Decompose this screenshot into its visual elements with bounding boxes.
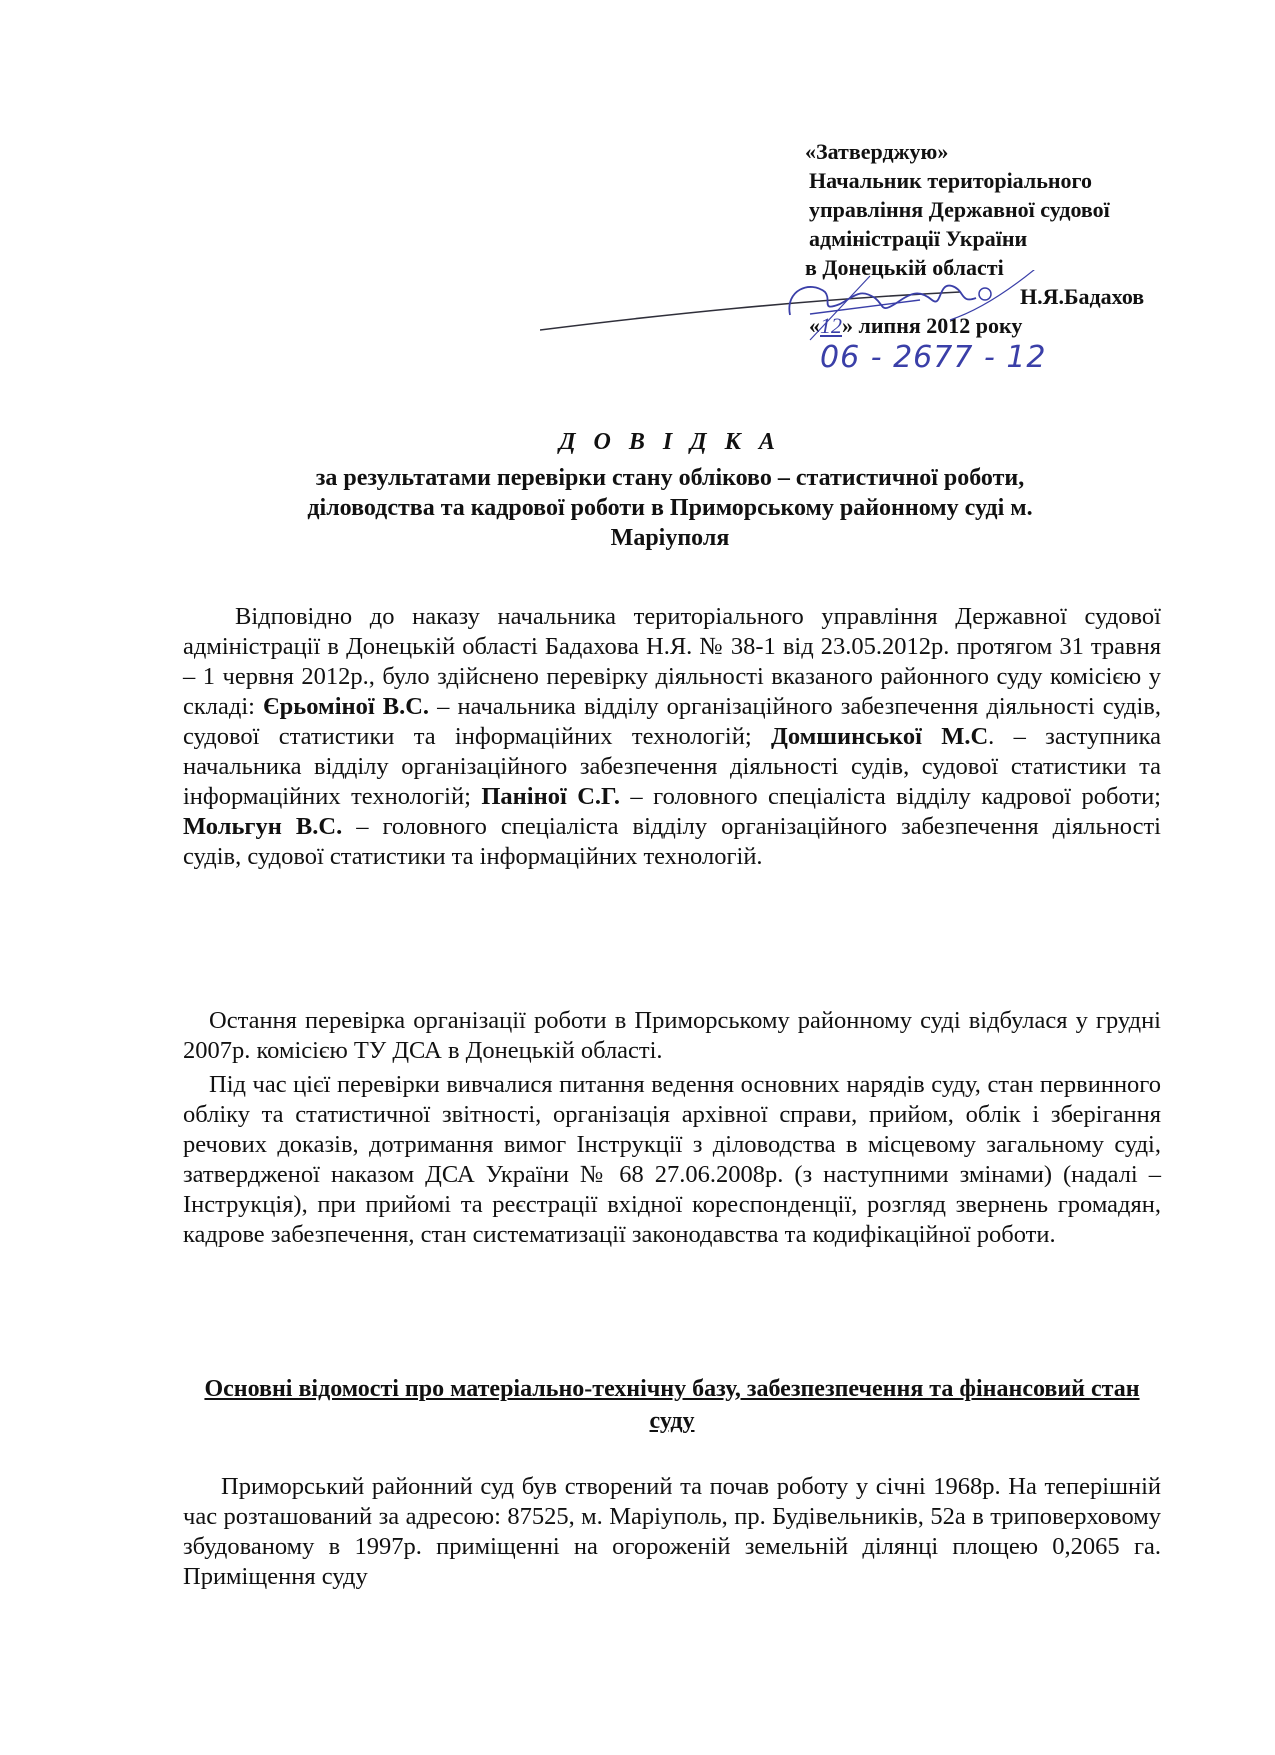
- approval-line-3: адміністрації України: [809, 226, 1028, 251]
- text-run: – головного спеціаліста відділу організаційного забезпечення діяльності судів, судової статистики та інформаційних технологій.: [183, 813, 1161, 870]
- commission-member-2: Домшинської М.С: [770, 723, 989, 750]
- date-day-handwritten: 12: [820, 313, 842, 338]
- commission-member-3: Паніної С.Г.: [481, 783, 620, 810]
- commission-member-1: Єрьоміної В.С.: [263, 693, 430, 720]
- paragraph-court-info: [183, 1472, 1161, 1592]
- document-subtitle: за результатами перевірки стану обліково – статистичної роботи, діловодства та кадрової роботи в Приморському районному суді м. Маріуполя: [307, 465, 1033, 551]
- paragraph-text: Остання перевірка організації роботи в Приморському районному суді відбулася у грудні 2007р. комісією ТУ ДСА в Донецькій області.: [183, 1007, 1161, 1064]
- paragraph-commission: [183, 602, 1161, 872]
- paragraph-text: Приморський районний суд був створений та почав роботу у січні 1968р. На теперішній час розташований за адресою: 87525, м. Маріуполь, пр. Будівельників, 52а в триповерховому збудованому в 1997р. приміщенні на огороженій земельній ділянці площею 0,2065 га. Приміщення суду: [183, 1473, 1161, 1590]
- paragraph-text: [183, 602, 1161, 872]
- paragraph-last-inspection: [183, 1006, 1161, 1066]
- document-title-block: [180, 425, 1160, 553]
- date-rest: » липня 2012 року: [842, 313, 1023, 338]
- registration-number-handwritten: 06 - 2677 - 12: [820, 340, 1047, 375]
- text-run: – начальника відділу організаційного забезпечення діяльності судів, судової статистики та інформаційних технологій;: [183, 693, 1161, 750]
- text-run: . – заступника начальника відділу організаційного забезпечення діяльності судів, судової статистики та інформаційних технологій;: [183, 723, 1161, 810]
- section-heading: Основні відомості про матеріально-технічну базу, забезпезпечення та фінансовий стан суду: [204, 1376, 1140, 1434]
- paragraph-inspection-scope: [183, 1070, 1161, 1250]
- document-title: Д О В І Д К А: [559, 429, 781, 455]
- approval-line-2: управління Державної судової: [809, 197, 1110, 222]
- date-open-quote: «: [809, 313, 820, 338]
- text-run: Відповідно до наказу начальника територіального управління Державної судової адміністрації в Донецькій області Бадахова Н.Я. № 38-1 від 23.05.2012р. протягом 31 травня – 1 червня 2012р., було здійснено перевірку діяльності вказаного районного суду комісією у складі:: [183, 603, 1161, 720]
- approval-heading: «Затверджую»: [805, 139, 949, 164]
- paragraph-text: Під час цієї перевірки вивчалися питання ведення основних нарядів суду, стан первинного обліку та статистичної звітності, організація архівної справи, прийом, облік і зберігання речових доказів, дотримання вимог Інструкції з діловодства в місцевому загальному суді, затвердженої наказом ДСА України № 68 27.06.2008р. (з наступними змінами) (надалі – Інструкція), при прийомі та реєстрації вхідної кореспонденції, розгляд звернень громадян, кадрове забезпечення, стан систематизації законодавства та кодифікаційної роботи.: [183, 1071, 1161, 1248]
- text-run: – головного спеціаліста відділу кадрової роботи;: [619, 783, 1161, 810]
- approval-line-1: Начальник територіального: [809, 168, 1092, 193]
- signature-icon: [540, 270, 1060, 350]
- signer-name: Н.Я.Бадахов: [1020, 284, 1145, 309]
- approval-line-4: в Донецькій області: [805, 255, 1004, 280]
- commission-member-4: Мольгун В.С.: [183, 813, 343, 840]
